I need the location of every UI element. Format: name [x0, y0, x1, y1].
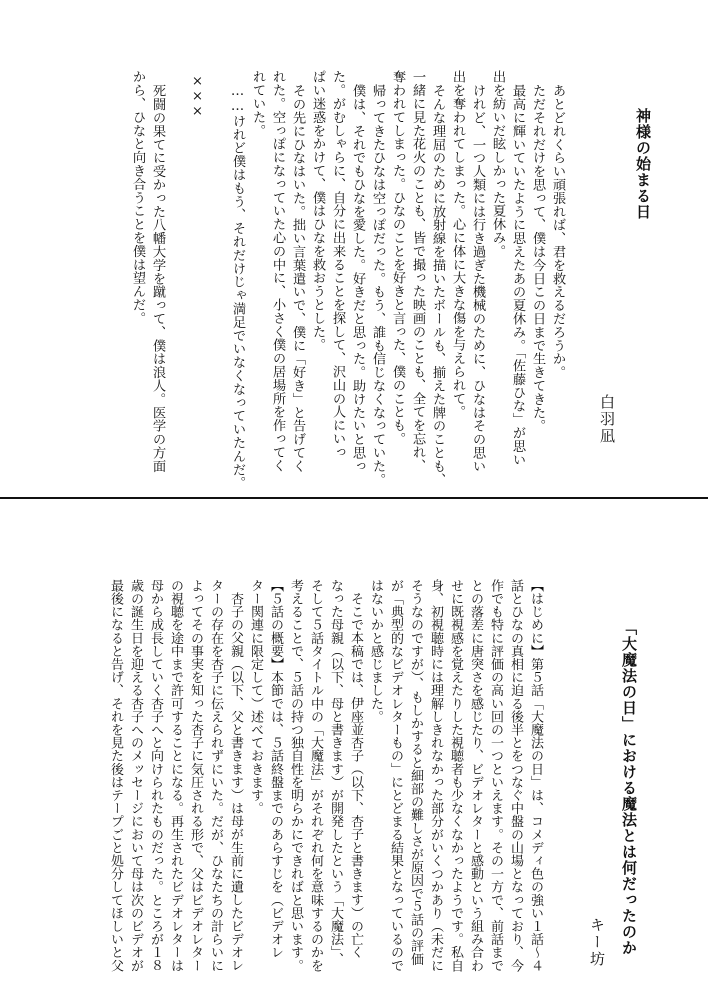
lower-body-line: ター関連に限定して）述べておきます。 — [248, 579, 263, 815]
upper-body-line: ぱい迷惑をかけて、僕はひなを救おうとした。 — [310, 70, 325, 352]
lower-body-line: はないかと感じました。 — [368, 579, 383, 724]
lower-body-line: なった母親（以下、母と書きます）が開発したという「大魔法」、 — [328, 579, 343, 966]
lower-body-line: 【はじめに】第５話「大魔法の日」は、コメディ色の強い１話～４ — [528, 579, 543, 972]
upper-body-line: ただそれだけを思って、僕は今日この日まで生きてきた。 — [530, 84, 545, 433]
upper-body-line: れた。空っぽになっていた心の中に、小さく僕の居場所を作ってく — [270, 70, 285, 472]
upper-body-line: 奪われてしまった。ひなのことを好きと言った、僕のことも。 — [390, 70, 405, 446]
lower-article — [0, 505, 708, 1000]
lower-body-line: 母から成長していく杏子へと向けられたものだった。ところが１８ — [148, 579, 163, 972]
lower-body-line: 杏子の父親（以下、父と書きます）は母が生前に遺したビデオレ — [228, 592, 243, 972]
upper-body-line: あとどれくらい頑張れば、君を救えるだろうか。 — [550, 84, 565, 379]
lower-article-author: キー坊 — [588, 917, 606, 968]
upper-body-line: 死闘の果てに受かった八幡大学を蹴って、僕は浪人。医学の方面 — [150, 84, 165, 473]
upper-body-line: その先にひなはいた。拙い言葉遣いで、僕に「好き」と告げてく — [290, 84, 305, 473]
upper-body-line: 最高に輝いていたように思えたあの夏休み。「佐藤ひな」が思い — [510, 84, 525, 466]
lower-body-line: 考えることで、５話の持つ独自性を明らかにできればと思います。 — [288, 579, 303, 972]
lower-body-line: ターの存在を杏子に伝えられずにいた。だが、ひなたちの計らいに — [208, 579, 223, 972]
upper-body-line: れていた。 — [250, 70, 265, 137]
upper-body-line: 一緒に見た花火のことも、皆で撮った映画のことも、全てを忘れ、 — [410, 70, 425, 472]
upper-body-line: から、ひなと向き合うことを僕は望んだ。 — [130, 70, 145, 325]
lower-body-line: そして５話タイトル中の「大魔法」がそれぞれ何を意味するのかを — [308, 579, 323, 972]
lower-article-title: 「大魔法の日」における魔法とは何だったのか — [620, 620, 638, 956]
upper-body-line: 出を奪われてしまった。心に体に大きな傷を与えられて。 — [450, 70, 465, 419]
lower-body-line: 歳の誕生日を迎える杏子へのメッセージにおいて母は次のビデオが — [128, 579, 143, 972]
upper-body-line: 出を紡いだ眩しかった夏休み。 — [490, 70, 505, 258]
lower-body-line: そこで本稿では、伊座並杏子（以下、杏子と書きます）の亡く — [348, 592, 363, 959]
upper-article-author: 白羽凪 — [598, 394, 616, 445]
lower-body-line: 【５話の概要】本節では、５話終盤までのあらすじを（ビデオレ — [268, 579, 283, 959]
lower-body-line: 作でも特に評価の高い回の一つといえます。その一方で、前話まで — [488, 579, 503, 972]
lower-body-line: 話とひなの真相に迫る後半とをつなぐ中盤の山場となっており、今 — [508, 579, 523, 972]
upper-body-line: そんな理屈のために放射線を描いたボールも、揃えた牌のことも、 — [430, 84, 445, 486]
lower-body-line: の視聴を途中まで許可することになる。再生されたビデオレターは — [168, 579, 183, 972]
article-divider — [0, 497, 708, 499]
lower-body-line: よってその事実を知った杏子に気圧される形で、父はビデオレター — [188, 579, 203, 972]
upper-body-line: ……けれど僕はもう、それだけじゃ満足でいなくなっていたんだ。 — [230, 84, 245, 490]
lower-body-line: せに既視感を覚えたりした視聴者も少なくなかったようです。私自 — [448, 579, 463, 972]
lower-body-line: 身、初視聴時には理解しきれなかった部分がいくつかあり（未だに — [428, 579, 443, 972]
upper-body-line: 僕は、それでもひなを愛した。好きだと思った。助けたいと思っ — [350, 84, 365, 473]
lower-body-line: 最後になると告げ、それを見た後はテープごと処分してほしいと父 — [108, 579, 123, 972]
section-break-mark: ××× — [190, 74, 205, 120]
upper-article — [0, 0, 708, 495]
lower-body-line: が「典型的なビデオレターもの」にとどまる結果となっているので — [388, 579, 403, 972]
upper-body-line: けれど、一つ人類には行き過ぎた機械のために、ひなはその思い — [470, 84, 485, 473]
lower-body-line: との落差に唐突さを感じたり、ビデオレターと感動という組み合わ — [468, 579, 483, 972]
upper-article-title: 神様の始まる日 — [634, 108, 652, 220]
upper-body-line: た。がむしゃらに、自分に出来ることを探して、沢山の人にいっ — [330, 70, 345, 459]
upper-body-line: 帰ってきたひなは空っぽだった。もう、誰も信じなくなっていた。 — [370, 84, 385, 486]
lower-body-line: そうなのですが）、もしかすると細部の難しさが原因で５話の評価 — [408, 579, 423, 966]
